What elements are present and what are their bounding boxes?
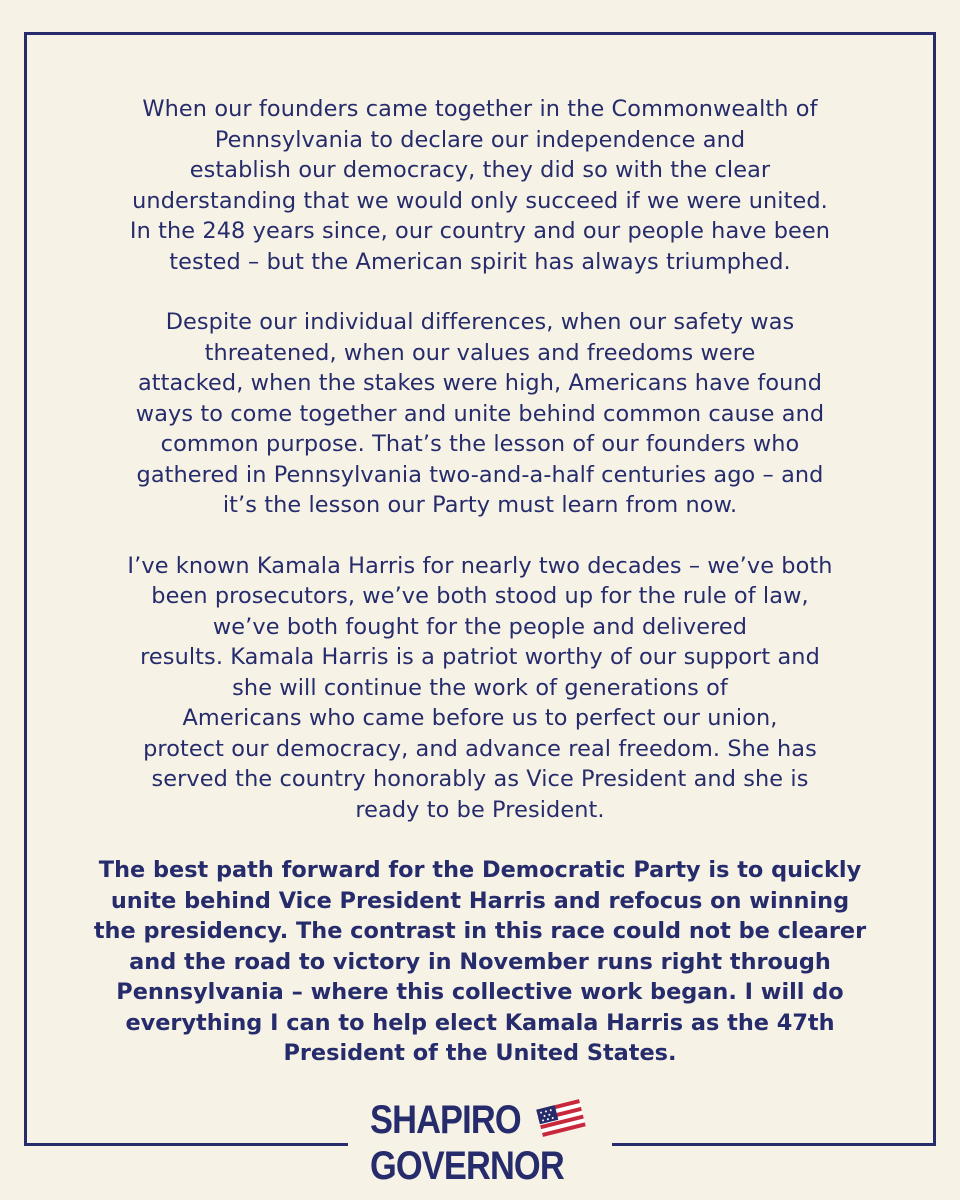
text-line: Pennsylvania to declare our independence and bbox=[214, 126, 746, 153]
text-line: results. Kamala Harris is a patriot worthy of our support and bbox=[140, 644, 820, 670]
text-line: The best path forward for the Democratic Party is to quickly bbox=[98, 857, 862, 883]
paragraph-2 bbox=[40, 307, 920, 521]
paragraph-3 bbox=[40, 551, 920, 826]
text-line: When our founders came together in the Commonwealth of bbox=[142, 96, 818, 122]
text-line: ways to come together and unite behind common cause and bbox=[135, 400, 825, 427]
text-line: President of the United States. bbox=[283, 1040, 677, 1066]
text-line: ready to be President. bbox=[355, 796, 605, 823]
statement-text bbox=[40, 94, 920, 1099]
text-line: protect our democracy, and advance real freedom. She has bbox=[143, 735, 817, 762]
logo-word-shapiro: SHAPIRO bbox=[370, 1098, 521, 1142]
text-line: Americans who came before us to perfect our union, bbox=[182, 705, 778, 731]
text-line: it’s the lesson our Party must learn from now. bbox=[222, 492, 738, 518]
text-line: she will continue the work of generations of bbox=[232, 674, 728, 701]
text-line: Pennsylvania – where this collective work began. I will do bbox=[116, 979, 844, 1005]
text-line: gathered in Pennsylvania two-and-a-half centuries ago – and bbox=[136, 461, 824, 488]
text-line: served the country honorably as Vice President and she is bbox=[151, 766, 809, 792]
text-line: understanding that we would only succeed if we were united. bbox=[132, 187, 828, 214]
text-line: we’ve both fought for the people and delivered bbox=[212, 613, 748, 640]
paragraph-4-bold bbox=[40, 855, 920, 1069]
text-line: been prosecutors, we’ve both stood up for the rule of law, bbox=[151, 583, 809, 609]
text-line: I’ve known Kamala Harris for nearly two decades – we’ve both bbox=[127, 552, 833, 579]
text-line: and the road to victory in November runs right through bbox=[129, 948, 831, 975]
text-line: In the 248 years since, our country and our people have been bbox=[129, 218, 831, 244]
logo-word-governor: GOVERNOR bbox=[370, 1144, 564, 1188]
text-line: the presidency. The contrast in this race could not be clearer bbox=[93, 918, 867, 944]
text-line: common purpose. That’s the lesson of our founders who bbox=[160, 431, 800, 457]
text-line: everything I can to help elect Kamala Harris as the 47th bbox=[125, 1009, 835, 1036]
text-line: unite behind Vice President Harris and refocus on winning bbox=[110, 887, 850, 914]
paragraph-1 bbox=[40, 94, 920, 277]
text-line: establish our democracy, they did so with the clear bbox=[189, 157, 771, 183]
shapiro-governor-logo bbox=[348, 1096, 612, 1200]
text-line: attacked, when the stakes were high, Americans have found bbox=[137, 370, 823, 396]
us-flag-icon bbox=[535, 1096, 587, 1140]
text-line: tested – but the American spirit has always triumphed. bbox=[169, 248, 791, 275]
text-line: Despite our individual differences, when our safety was bbox=[165, 309, 795, 335]
text-line: threatened, when our values and freedoms were bbox=[204, 339, 756, 366]
